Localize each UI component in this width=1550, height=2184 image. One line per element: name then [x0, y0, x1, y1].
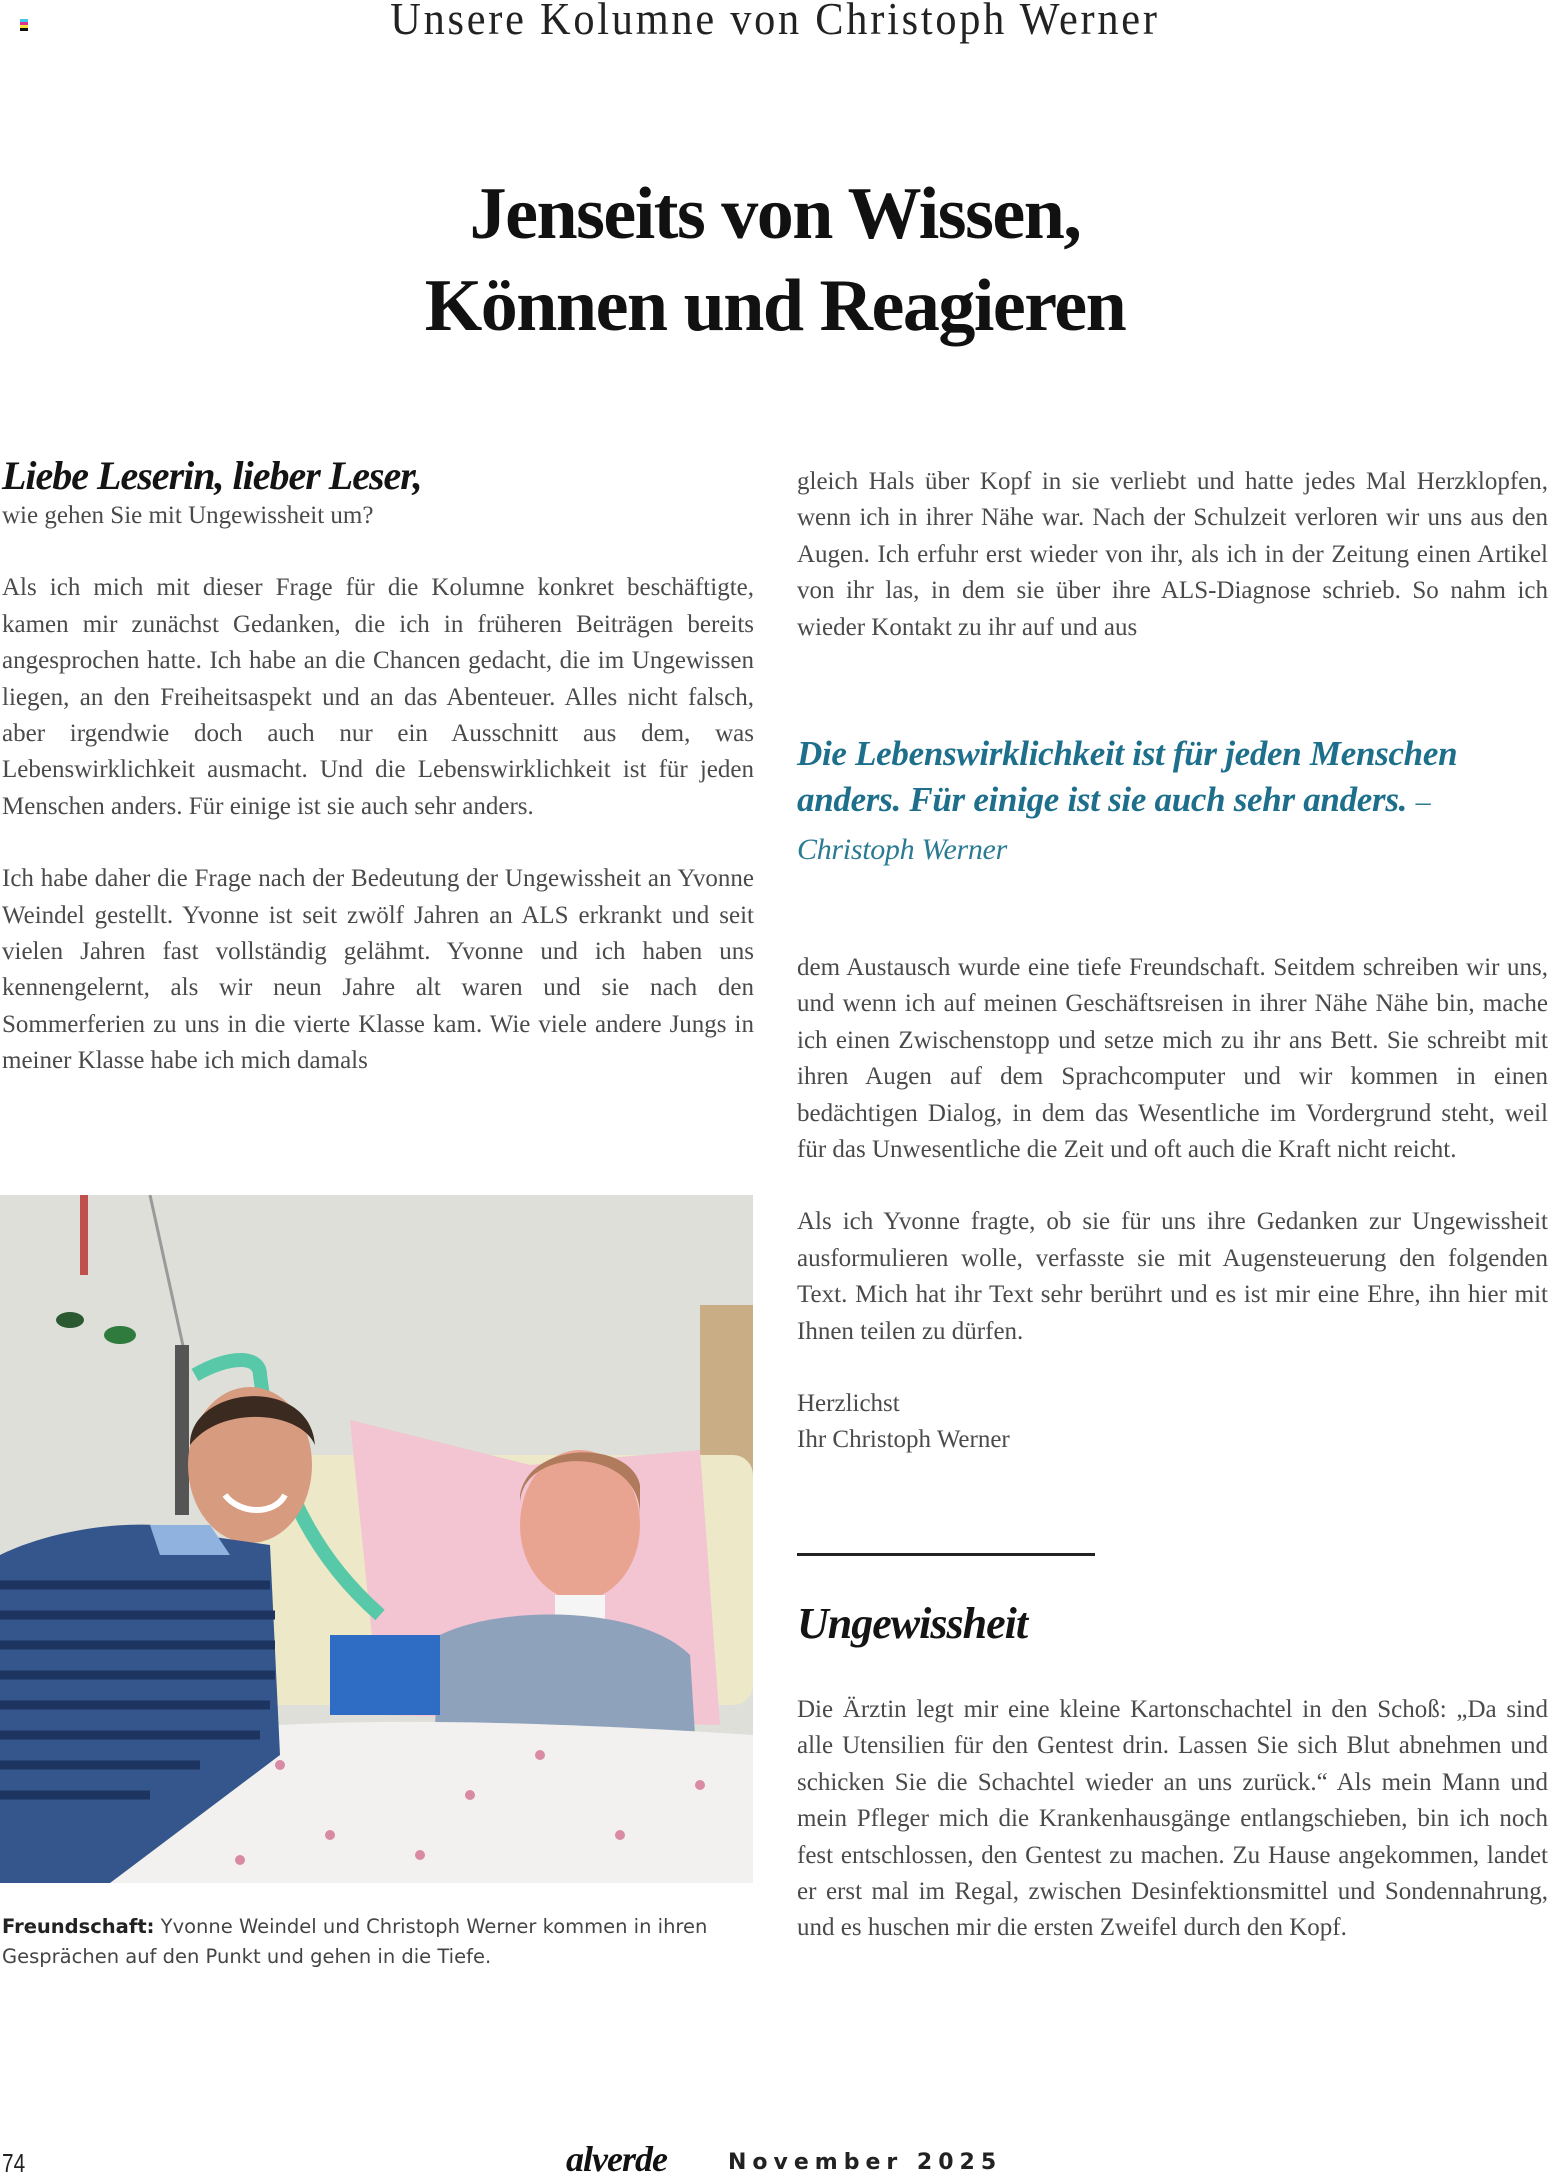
section-divider	[797, 1553, 1095, 1556]
print-color-marks	[20, 19, 28, 31]
paragraph: Als ich Yvonne fragte, ob sie für uns ihre Gedanken zur Ungewissheit ausformulieren wolle, verfasste sie mit Augensteuerung den folgenden Text. Mich hat ihr Text sehr berührt und es ist mir eine Ehre, ihn hier mit Ihnen teilen zu dürfen.	[797, 1208, 1548, 1345]
paragraph: Ich habe daher die Frage nach der Bedeutung der Ungewissheit an Yvonne Weindel gestellt. Yvonne ist seit zwölf Jahren an ALS erkrankt und seit vielen Jahren fast vollständig gelähmt. Yvonne und ich haben uns kennengelernt, als wir neun Jahre alt waren und sie nach den Sommerferien zu uns in die vierte Klasse kam. Wie viele andere Jungs in meiner Klasse habe ich mich damals	[2, 865, 754, 1075]
essay-text	[797, 1692, 1548, 1947]
pull-quote	[797, 731, 1537, 873]
paragraph: gleich Hals über Kopf in sie verliebt und hatte jedes Mal Herzklopfen, wenn ich in ihrer Nähe war. Nach der Schulzeit verloren wir uns aus den Augen. Ich erfuhr erst wieder von ihr, als ich in der Zeitung einen Artikel von ihr las, in dem sie über ihre ALS-Diagnose schrieb. So nahm ich wieder Kontakt zu ihr auf und aus	[797, 468, 1548, 641]
caption-text: Yvonne Weindel und Christoph Werner kommen in ihren Gesprächen auf den Punkt und gehen in die Tiefe.	[2, 1915, 708, 1968]
right-column-text-bottom	[797, 950, 1548, 1459]
headline-line-1: Jenseits von Wissen,	[469, 173, 1081, 255]
pull-quote-text: Die Lebenswirklichkeit ist für jeden Menschen anders. Für einige ist sie auch sehr anders.	[797, 734, 1458, 819]
letter-greeting: Liebe Leserin, lieber Leser,	[2, 453, 422, 498]
headline-line-2: Können und Reagieren	[424, 265, 1126, 347]
color-mark-black	[20, 28, 28, 31]
right-column-text-top	[797, 464, 1548, 646]
letter-signature: Ihr Christoph Werner	[797, 1426, 1010, 1454]
paragraph: Die Ärztin legt mir eine kleine Kartonschachtel in den Schoß: „Da sind alle Utensilien für den Gentest drin. Lassen Sie sich Blut abnehmen und schicken Sie die Schachtel wieder an uns zurück.“ Als mein Mann und mein Pfleger mich die Krankenhausgänge entlangschieben, bin ich noch fest entschlossen, den Gentest zu machen. Zu Hause angekommen, landet er erst mal im Regal, zwischen Desinfektionsmittel und Sondennahrung, und es huschen mir die ersten Zweifel durch den Kopf.	[797, 1696, 1548, 1942]
left-column-text	[2, 498, 754, 1080]
photo-illustration	[0, 1195, 753, 1883]
caption-label: Freundschaft:	[2, 1915, 155, 1938]
magazine-logo: alverde	[566, 2139, 667, 2179]
essay-title: Ungewissheit	[797, 1599, 1028, 1648]
page-title	[0, 168, 1550, 352]
letter-closing: Herzlichst	[797, 1390, 900, 1418]
paragraph: wie gehen Sie mit Ungewissheit um?	[2, 502, 374, 529]
page-number: 74	[2, 2148, 26, 2178]
pull-quote-attribution: – Christoph Werner	[797, 785, 1431, 866]
paragraph: Als ich mich mit dieser Frage für die Kolumne konkret beschäftigte, kamen mir zunächst Gedanken, die ich in früheren Beiträgen bereits angesprochen hatte. Ich habe an die Chancen gedacht, die im Ungewissen liegen, an den Freiheitsaspekt und an das Abenteuer. Alles nicht falsch, aber irgendwie doch auch nur ein Ausschnitt aus dem, was Lebenswirklichkeit ausmacht. Und die Lebenswirklichkeit ist für jeden Menschen anders. Für einige ist sie auch sehr anders.	[2, 574, 754, 820]
photo-caption	[2, 1912, 754, 1972]
article-photo	[0, 1195, 753, 1883]
paragraph: dem Austausch wurde eine tiefe Freundschaft. Seitdem schreiben wir uns, und wenn ich auf meinen Geschäftsreisen in ihrer Nähe Nähe bin, mache ich einen Zwischenstopp und setze mich zu ihr ans Bett. Sie schreibt mit ihren Augen auf dem Sprachcomputer und wir kommen in einen bedächtigen Dialog, in dem das Wesentliche im Vordergrund steht, weil für das Unwesentliche die Zeit und oft auch die Kraft nicht reicht.	[797, 954, 1548, 1164]
issue-date: November 2025	[728, 2150, 1003, 2175]
column-kicker: Unsere Kolumne von Christoph Werner	[390, 0, 1160, 44]
